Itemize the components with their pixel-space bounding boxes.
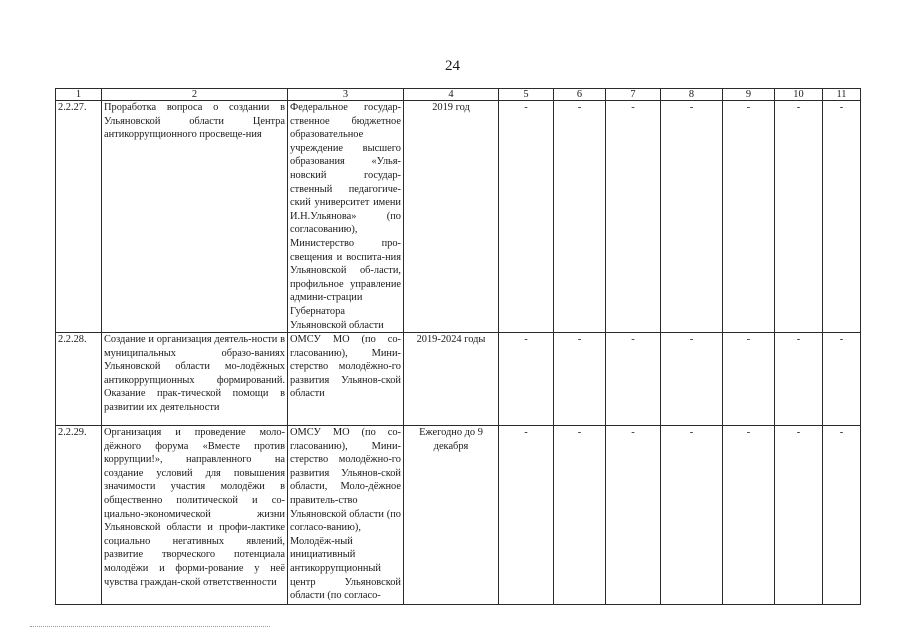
page-number: 24 [445,58,460,74]
scan-artifact-line [30,626,270,628]
table-row [56,426,861,605]
column-header: 7 [606,89,661,101]
column-header: 4 [404,89,499,101]
column-header: 3 [288,89,404,101]
value-cell: - [723,101,775,333]
column-header: 11 [823,89,861,101]
column-header: 2 [102,89,288,101]
value-cell: - [775,333,823,426]
column-header: 1 [56,89,102,101]
term-text: 2019 год [404,101,499,333]
column-header: 9 [723,89,775,101]
column-header: 6 [554,89,606,101]
value-cell: - [723,333,775,426]
value-cell: - [823,426,861,605]
value-cell: - [554,426,606,605]
value-cell: - [661,426,723,605]
value-cell: - [499,101,554,333]
value-cell: - [606,333,661,426]
value-cell: - [661,101,723,333]
executor-text: ОМСУ МО (по со-гласованию), Мини-стерство молодёжно-го развития Ульянов-ской области, Моло-дёжное правитель-ство Ульяновской области (по согласо-ванию), Молодёж-ный инициативный антикоррупционный центр Ульяновской области (по согласо- [288,426,404,605]
row-number: 2.2.27. [56,101,102,333]
value-cell: - [775,101,823,333]
column-header: 8 [661,89,723,101]
column-header: 5 [499,89,554,101]
executor-text: Федеральное государ-ственное бюджетное образовательное учреждение высшего образования «Улья-новский государ-ственный педагогиче-ский университет имени И.Н.Ульянова» (по согласованию), Министерство про-свещения и воспита-ния Ульяновской об-ласти, профильное управление админи-страции Губернатора Ульяновской области [288,101,404,333]
table-row [56,101,861,333]
table-row [56,333,861,426]
table-header-row [56,89,861,101]
value-cell: - [606,101,661,333]
value-cell: - [606,426,661,605]
value-cell: - [775,426,823,605]
value-cell: - [499,426,554,605]
column-header: 10 [775,89,823,101]
value-cell: - [823,101,861,333]
executor-text: ОМСУ МО (по со-гласованию), Мини-стерство молодёжно-го развития Ульянов-ской области [288,333,404,426]
measure-text: Проработка вопроса о создании в Ульяновской области Центра антикоррупционного просвеще-ния [102,101,288,333]
value-cell: - [554,101,606,333]
measure-text: Создание и организация деятель-ности в муниципальных образо-ваниях Ульяновской области мо-лодёжных антикоррупционных формирований. Оказание прак-тической помощи в развитии их деятельности [102,333,288,426]
measures-table [55,88,861,605]
term-text: 2019-2024 годы [404,333,499,426]
value-cell: - [661,333,723,426]
term-text: Ежегодно до 9 декабря [404,426,499,605]
measure-text: Организация и проведение моло-дёжного форума «Вместе против коррупции!», направленного на создание условий для повышения значимости участия молодёжи в общественно политической и со-циально-экономической жизни Ульяновской области и профи-лактике социально негативных явлений, развитие творческого потенциала молодёжи и форми-рование у неё чувства граждан-ской ответственности [102,426,288,605]
value-cell: - [499,333,554,426]
value-cell: - [823,333,861,426]
value-cell: - [723,426,775,605]
row-number: 2.2.29. [56,426,102,605]
row-number: 2.2.28. [56,333,102,426]
value-cell: - [554,333,606,426]
